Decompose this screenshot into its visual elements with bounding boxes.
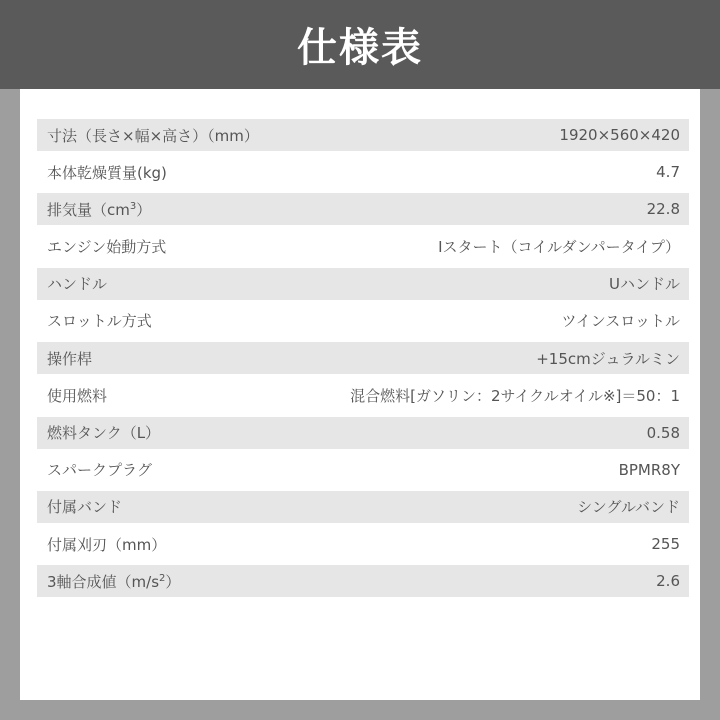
spec-label: エンジン始動方式 [47, 238, 167, 257]
spec-value: 1920×560×420 [559, 126, 680, 144]
spec-label: 使用燃料 [47, 386, 108, 405]
spec-row-blade [37, 528, 689, 560]
spec-row-handle [37, 268, 689, 300]
spec-row-fuel [37, 379, 689, 411]
spec-label: 操作桿 [47, 349, 93, 368]
spec-value: BPMR8Y [618, 460, 680, 479]
spec-value: 4.7 [656, 163, 680, 182]
spec-label: 寸法（長さ×幅×高さ）（mm） [47, 126, 259, 145]
spec-label: 燃料タンク（L） [47, 424, 161, 442]
spec-label-suffix: ） [165, 572, 181, 591]
spec-value: シングルバンド [577, 498, 680, 517]
spec-label-suffix: ） [136, 200, 152, 219]
spec-value: ツインスロットル [561, 312, 680, 331]
spec-value: Uハンドル [609, 275, 680, 294]
spec-label-text: 排気量（cm [47, 200, 130, 219]
spec-value: 混合燃料[ガソリン：2サイクルオイル※]＝50：1 [350, 386, 680, 405]
spec-row-spark-plug [37, 454, 689, 486]
spec-value: 22.8 [646, 200, 680, 219]
spec-row-throttle [37, 305, 689, 337]
spec-row-fuel-tank [37, 417, 689, 449]
spec-table [37, 119, 689, 602]
page-title: 仕様表 [297, 25, 423, 71]
spec-label: スロットル方式 [47, 312, 152, 331]
spec-row-displacement [37, 193, 689, 225]
spec-label [47, 571, 180, 592]
spec-label: 付属刈刃（mm） [47, 535, 167, 554]
spec-row-band [37, 491, 689, 523]
spec-panel [20, 89, 700, 700]
spec-label-text: 3軸合成値（m/s [47, 572, 160, 591]
spec-value: +15cmジュラルミン [536, 349, 680, 368]
spec-label: スパークプラグ [47, 461, 153, 480]
spec-value: 255 [651, 535, 680, 554]
spec-row-engine-start [37, 231, 689, 263]
spec-value: 2.6 [656, 572, 680, 591]
spec-value: Iスタート（コイルダンパータイプ） [438, 238, 680, 257]
spec-label: 付属バンド [47, 498, 123, 517]
spec-label: 本体乾燥質量(kg) [47, 163, 167, 182]
spec-row-dry-weight [37, 156, 689, 188]
spec-row-vibration [37, 565, 689, 597]
spec-label-superscript: 2 [159, 572, 166, 584]
spec-value: 0.58 [646, 423, 680, 442]
spec-row-dimensions [37, 119, 689, 151]
spec-label-superscript: 3 [129, 200, 137, 212]
spec-label: ハンドル [47, 275, 108, 294]
spec-row-shaft [37, 342, 689, 374]
header-bar [0, 0, 720, 89]
spec-label [47, 199, 151, 220]
